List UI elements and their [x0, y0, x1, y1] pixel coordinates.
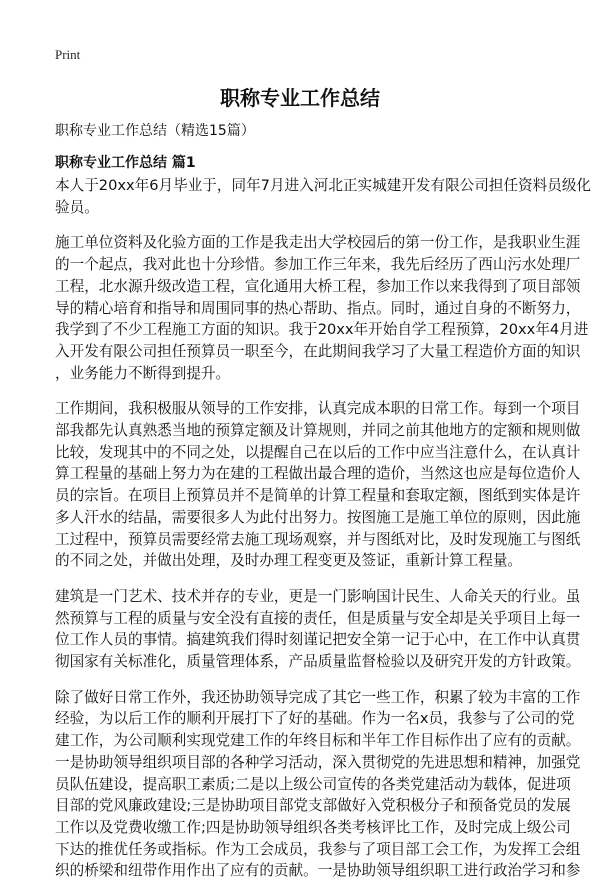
page-title: 职称专业工作总结	[220, 86, 380, 110]
paragraph-line: 工过程中，预算员需要经常去施工现场观察，并与图纸对比，及时发现施工与图纸	[55, 530, 581, 548]
paragraph-line: 目部的党风廉政建设;三是协助项目部党支部做好入党积极分子和预备党员的发展	[55, 797, 571, 815]
paragraph-line: 彻国家有关标准化，质量管理体系，产品质量监督检验以及研究开发的方针政策。	[55, 653, 581, 671]
paragraph-line: 本人于20xx年6月毕业于，同年7月进入河北正实城建开发有限公司担任资料员级化	[55, 177, 592, 194]
document-body	[55, 175, 592, 896]
paragraph-line: 算工程量的基础上努力为在建的工程做出最合理的造价，当然这也应是每位造价人	[55, 465, 581, 483]
paragraph	[55, 586, 581, 673]
paragraph-line: 工作期间，我积极服从领导的工作安排，认真完成本职的日常工作。每到一个项目	[55, 400, 581, 418]
paragraph-line: 员队伍建设，提高职工素质;二是以上级公司宣传的各类党建活动为载体，促进项	[55, 775, 571, 793]
paragraph-line: 一是协助领导组织项目部的各种学习活动，深入贯彻党的先进思想和精神，加强党	[55, 753, 581, 771]
paragraph-line: 部我都先认真熟悉当地的预算定额及计算规则，并同之前其他地方的定额和规则做	[55, 422, 581, 440]
paragraph-line: ，业务能力不断得到提升。	[55, 364, 231, 382]
paragraph-line: 经验，为以后工作的顺利开展打下了好的基础。作为一名x员，我参与了公司的党	[55, 710, 575, 728]
paragraph	[55, 687, 581, 882]
paragraph-line: 员的宗旨。在项目上预算员并不是简单的计算工程量和套取定额，图纸到实体是许	[55, 487, 581, 505]
paragraph-line: 织的桥梁和纽带作用作出了应有的贡献。一是协助领导组织职工进行政治学习和参	[55, 862, 581, 880]
paragraph-line: 我学到了不少工程施工方面的知识。我于20xx年开始自学工程预算，20xx年4月进	[55, 321, 589, 339]
paragraph-line: 然预算与工程的质量与安全没有直接的责任，但是质量与安全却是关乎项目上每一	[55, 609, 581, 627]
paragraph-line: 比较，发现其中的不同之处，以提醒自己在以后的工作中应当注意什么，在认真计	[55, 443, 581, 461]
document-subtitle: 职称专业工作总结（精选15篇）	[55, 123, 255, 139]
paragraph-line: 施工单位资料及化验方面的工作是我走出大学校园后的第一份工作，是我职业生涯	[55, 234, 581, 252]
paragraph-line: 建筑是一门艺术、技术并存的专业，更是一门影响国计民生、人命关天的行业。虽	[55, 587, 581, 605]
paragraph-line: 验员。	[55, 198, 99, 216]
paragraph-line: 多人汗水的结晶，需要很多人为此付出努力。按图施工是施工单位的原则，因此施	[55, 508, 581, 526]
paragraph-line: 导的精心培育和指导和周围同事的热心帮助、指点。同时，通过自身的不断努力，	[55, 299, 581, 317]
paragraph-line: 除了做好日常工作外，我还协助领导完成了其它一些工作，积累了较为丰富的工作	[55, 688, 581, 706]
paragraph-line: 下达的推优任务或指标。作为工会成员，我参与了项目部工会工作，为发挥工会组	[55, 840, 581, 858]
paragraph-line: 工作以及党费收缴工作;四是协助领导组织各类考核评比工作，及时完成上级公司	[55, 818, 571, 836]
paragraph-line: 入开发有限公司担任预算员一职至今，在此期间我学习了大量工程造价方面的知识	[55, 342, 581, 360]
paragraph-line: 建工作，为公司顺利实现党建工作的年终目标和半年工作目标作出了应有的贡献。	[55, 732, 581, 750]
paragraph	[55, 175, 592, 218]
paragraph-line: 的不同之处，并做出处理，及时办理工程变更及签证，重新计算工程量。	[55, 552, 523, 570]
paragraph-line: 工程，北水源升级改造工程，宣化通用大桥工程，参加工作以来我得到了项目部领	[55, 277, 581, 295]
section-heading: 职称专业工作总结 篇1	[55, 155, 196, 171]
paragraph	[55, 398, 581, 572]
paragraph	[55, 232, 589, 384]
paragraph-line: 位工作人员的事情。搞建筑我们得时刻谨记把安全第一记于心中，在工作中认真贯	[55, 631, 581, 649]
print-link[interactable]: Print	[55, 47, 81, 62]
paragraph-line: 的一个起点，我对此也十分珍惜。参加工作三年来，我先后经历了西山污水处理厂	[55, 256, 581, 274]
